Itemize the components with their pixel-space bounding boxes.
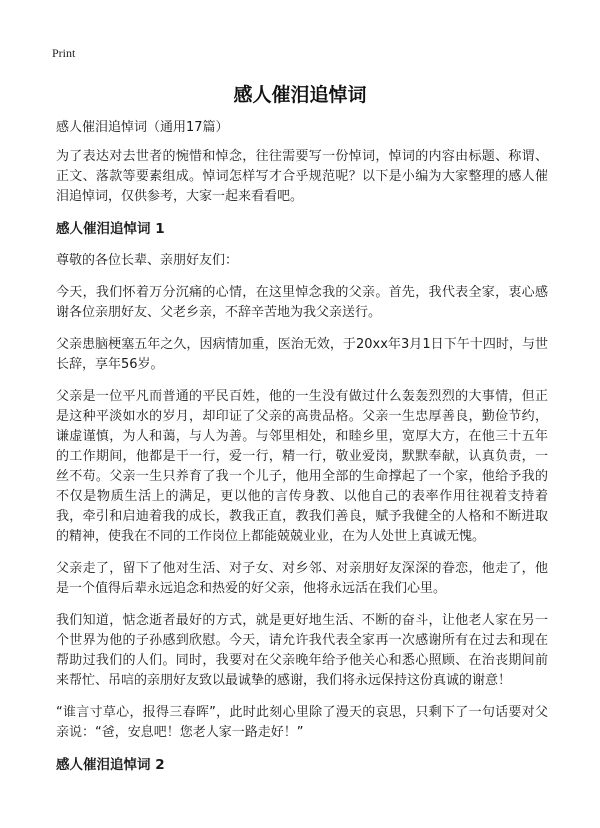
print-link[interactable]: Print [52, 46, 76, 60]
body-paragraph-4: 父亲走了，留下了他对生活、对子女、对乡邻、对亲朋好友深深的眷恋，他走了，他是一个值得后辈永远追念和热爱的好父亲，他将永远活在我们心里。 [56, 561, 548, 596]
section-heading-2: 感人催泪追悼词 2 [56, 757, 165, 773]
body-paragraph-3: 父亲是一位平凡而普通的平民百姓，他的一生没有做过什么轰轰烈烈的大事情，但正是这种平淡如水的岁月，却印证了父亲的高贵品格。父亲一生忠厚善良，勤俭节约，谦虚谨慎，为人和蔼，与人为善。与邻里相处，和睦乡里，宽厚大方，在他三十五年的工作期间，他都是干一行，爱一行，精一行，敬业爱岗，默默奉献，认真负责，一丝不苟。父亲一生只养育了我一个儿子，他用全部的生命撑起了一个家，他给予我的不仅是物质生活上的满足，更以他的言传身教、以他自己的表率作用往视着支持着我，牵引和启迪着我的成长，教我正直，教我们善良，赋予我健全的人格和不断进取的精神，使我在不同的工作岗位上都能兢兢业业，在为人处世上真诚无愧。 [56, 389, 548, 544]
body-paragraph-2: 父亲患脑梗塞五年之久，因病情加重，医治无效，于20xx年3月1日下午十四时，与世长辞，享年56岁。 [56, 337, 548, 372]
body-paragraph-5: 我们知道，惦念逝者最好的方式，就是更好地生活、不断的奋斗，让他老人家在另一个世界为他的子孙感到欣慰。今天，请允许我代表全家再一次感谢所有在过去和现在帮助过我们的人们。同时，我要对在父亲晚年给予他关心和悉心照顾、在治丧期间前来帮忙、吊唁的亲朋好友致以最诚挚的感谢，我们将永远保持这份真诚的谢意！ [56, 613, 548, 688]
page-title: 感人催泪追悼词 [233, 84, 367, 106]
body-paragraph-1: 今天，我们怀着万分沉痛的心情，在这里悼念我的父亲。首先，我代表全家，衷心感谢各位亲朋好友、父老乡亲，不辞辛苦地为我父亲送行。 [56, 285, 548, 320]
section-heading-1: 感人催泪追悼词 1 [56, 221, 165, 237]
intro-paragraph: 为了表达对去世者的惋惜和悼念，往往需要写一份悼词，悼词的内容由标题、称谓、正文、落款等要素组成。悼词怎样写才合乎规范呢？以下是小编为大家整理的感人催泪追悼词，仅供参考，大家一起来看看吧。 [56, 149, 548, 204]
body-paragraph-6: “谁言寸草心，报得三春晖”，此时此刻心里除了漫天的哀思，只剩下了一句话要对父亲说：“爸，安息吧！您老人家一路走好！” [56, 705, 548, 740]
document-subtitle: 感人催泪追悼词（通用17篇） [56, 120, 229, 135]
greeting-paragraph: 尊敬的各位长辈、亲朋好友们： [56, 253, 239, 268]
document-body [56, 118, 548, 787]
